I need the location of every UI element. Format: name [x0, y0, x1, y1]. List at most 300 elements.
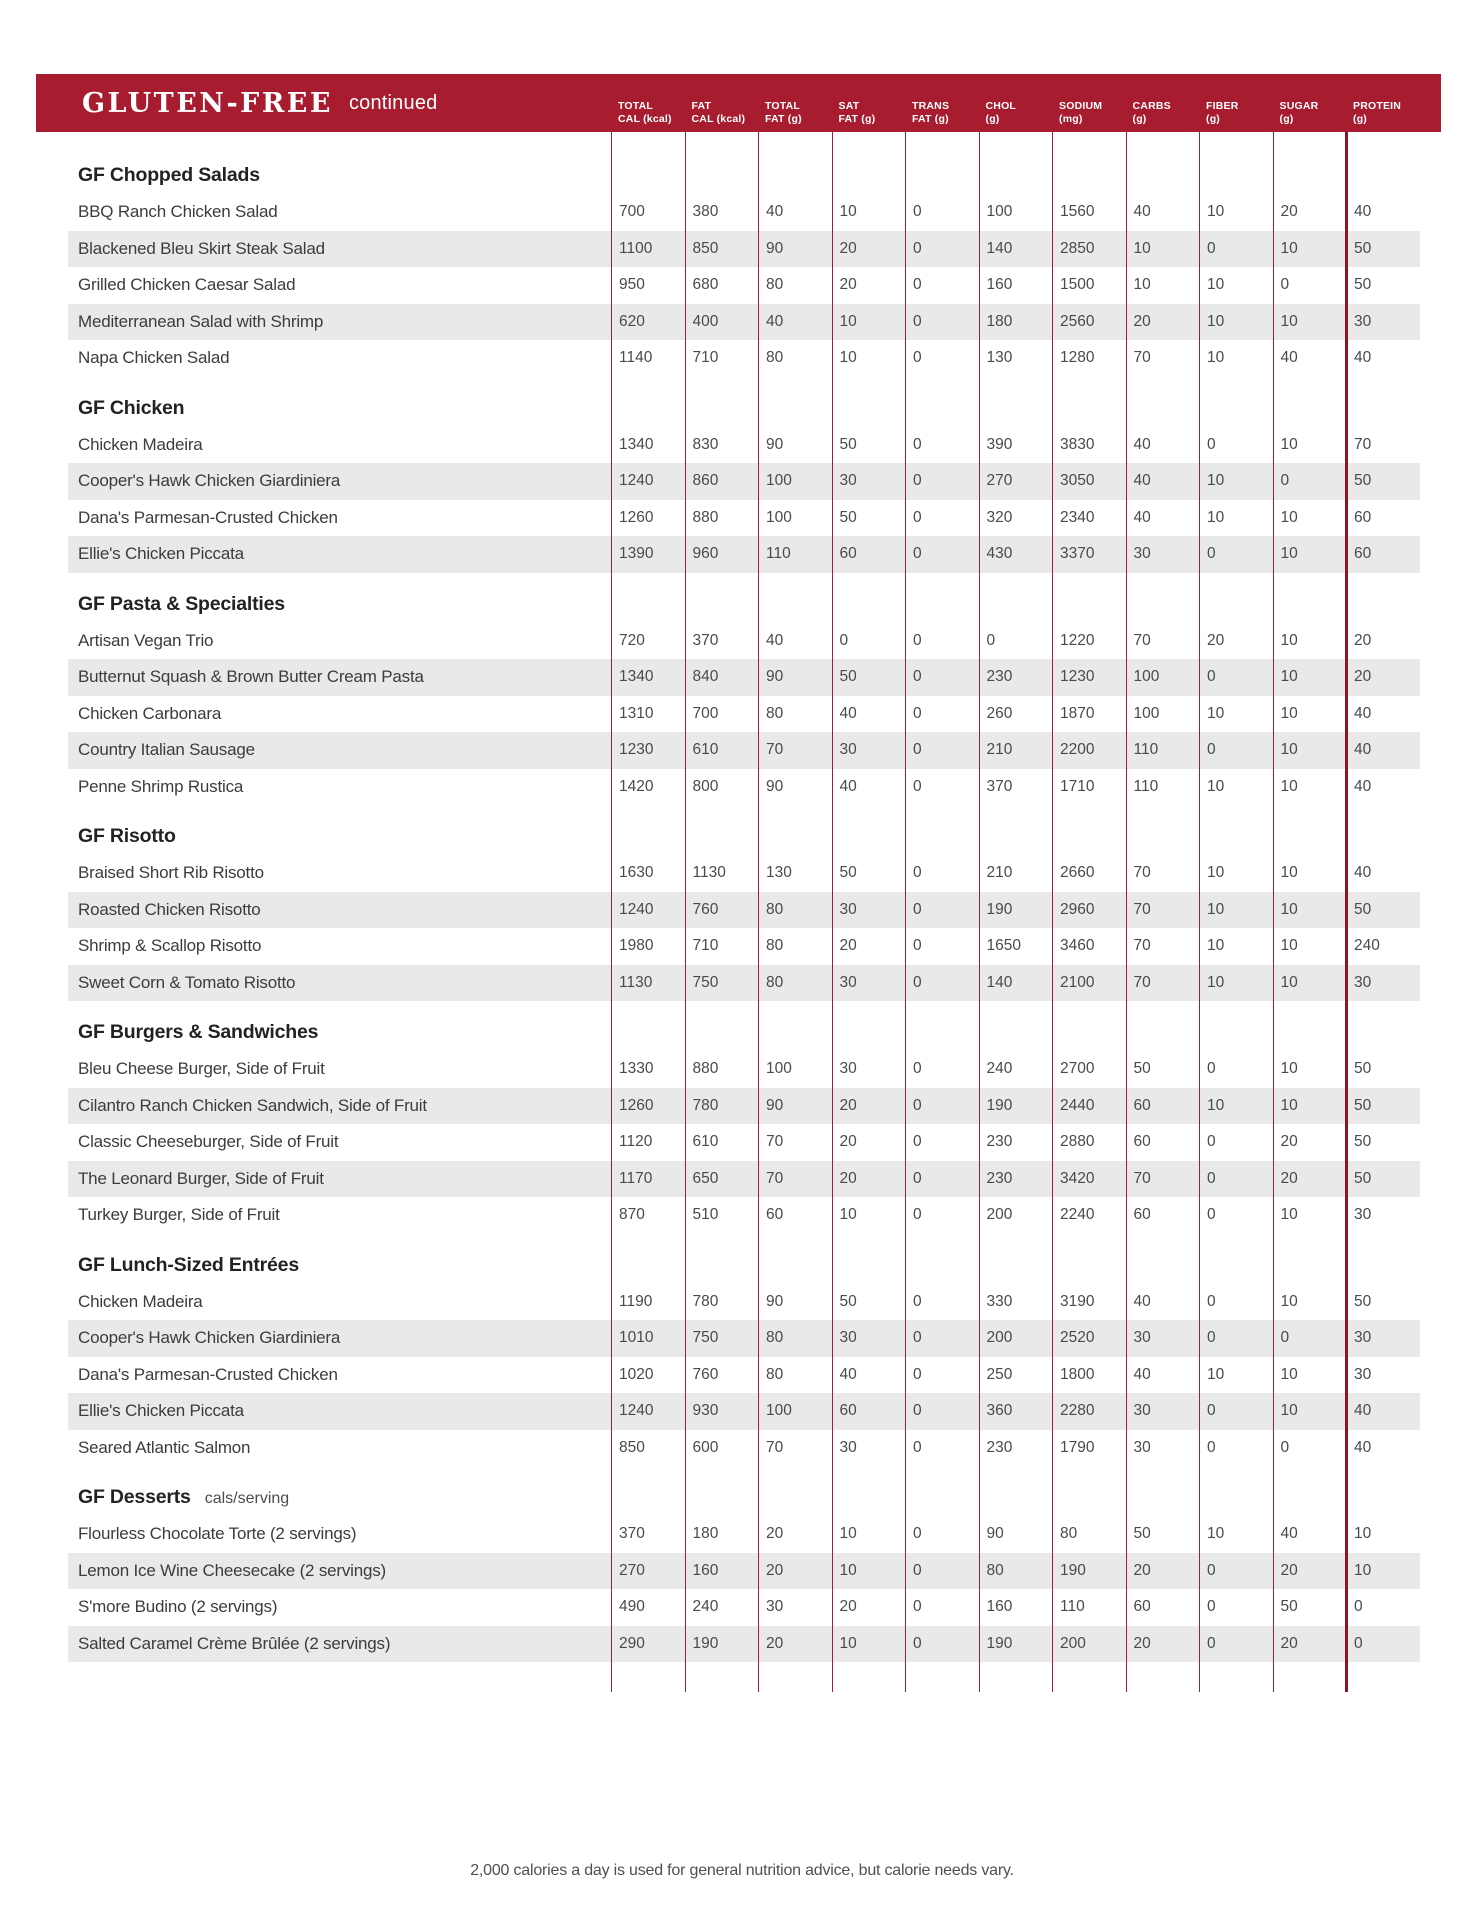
section-header [68, 1234, 1420, 1284]
nutrition-value: 2520 [1060, 1329, 1095, 1347]
nutrition-value: 200 [986, 1329, 1013, 1347]
item-name: Flourless Chocolate Torte (2 servings) [78, 1524, 357, 1544]
nutrition-value: 40 [1354, 1402, 1372, 1420]
nutrition-value: 0 [913, 1292, 922, 1310]
page-subtitle: continued [348, 91, 438, 114]
nutrition-value: 50 [1133, 1060, 1151, 1078]
nutrition-value: 240 [986, 1060, 1013, 1078]
nutrition-value: 80 [766, 973, 784, 991]
nutrition-value: 20 [1280, 1561, 1298, 1579]
item-name: Country Italian Sausage [78, 740, 255, 760]
nutrition-value: 60 [1354, 545, 1372, 563]
nutrition-value: 10 [1207, 973, 1225, 991]
section-header [68, 377, 1420, 427]
item-name: Turkey Burger, Side of Fruit [78, 1205, 280, 1225]
table-row [68, 1430, 1420, 1467]
nutrition-value: 2340 [1060, 508, 1095, 526]
nutrition-value: 20 [1354, 668, 1372, 686]
nutrition-value: 10 [1280, 741, 1298, 759]
column-header [1059, 100, 1102, 125]
nutrition-value: 70 [1354, 435, 1372, 453]
nutrition-value: 30 [1354, 973, 1372, 991]
nutrition-value: 1500 [1060, 276, 1095, 294]
nutrition-value: 880 [692, 1060, 719, 1078]
column-header-line1: TRANS [912, 100, 950, 112]
nutrition-value: 80 [986, 1561, 1004, 1579]
table-row [68, 1357, 1420, 1394]
nutrition-value: 30 [839, 900, 857, 918]
nutrition-value: 50 [839, 508, 857, 526]
nutrition-value: 0 [913, 1561, 922, 1579]
nutrition-value: 0 [1207, 1169, 1216, 1187]
nutrition-value: 200 [986, 1206, 1013, 1224]
nutrition-value: 10 [1280, 777, 1298, 795]
nutrition-value: 50 [1354, 239, 1372, 257]
nutrition-value: 1260 [619, 1096, 654, 1114]
section-note: cals/serving [204, 1490, 290, 1507]
column-header-line2: FAT (g) [912, 112, 949, 125]
nutrition-value: 0 [913, 741, 922, 759]
item-name: Chicken Madeira [78, 1291, 203, 1311]
nutrition-value: 3370 [1060, 545, 1095, 563]
nutrition-value: 10 [1354, 1525, 1372, 1543]
nutrition-value: 0 [913, 508, 922, 526]
nutrition-value: 10 [1280, 900, 1298, 918]
nutrition-value: 40 [1133, 472, 1151, 490]
nutrition-value: 1240 [619, 472, 654, 490]
section-title: GF Burgers & Sandwiches [78, 1021, 319, 1043]
column-header [1353, 100, 1401, 125]
nutrition-value: 70 [1133, 900, 1151, 918]
nutrition-value: 3420 [1060, 1169, 1095, 1187]
nutrition-value: 140 [986, 973, 1013, 991]
nutrition-value: 0 [1207, 1060, 1216, 1078]
nutrition-value: 210 [986, 864, 1013, 882]
nutrition-value: 60 [1133, 1206, 1151, 1224]
nutrition-value: 30 [1133, 1402, 1151, 1420]
nutrition-value: 620 [619, 312, 645, 330]
item-name: Dana's Parmesan-Crusted Chicken [78, 1364, 338, 1384]
column-header [692, 100, 746, 125]
table-row [68, 928, 1420, 965]
nutrition-value: 90 [766, 777, 784, 795]
item-name: Dana's Parmesan-Crusted Chicken [78, 507, 338, 527]
nutrition-value: 700 [692, 704, 719, 722]
item-name: Penne Shrimp Rustica [78, 776, 244, 796]
nutrition-value: 90 [766, 435, 784, 453]
nutrition-value: 60 [766, 1206, 784, 1224]
nutrition-value: 70 [1133, 973, 1151, 991]
nutrition-value: 490 [619, 1598, 645, 1616]
nutrition-value: 10 [1280, 1402, 1298, 1420]
table-row [68, 855, 1420, 892]
section-header [68, 805, 1420, 855]
nutrition-value: 40 [1280, 1525, 1298, 1543]
nutrition-value: 10 [1280, 1096, 1298, 1114]
nutrition-value: 50 [1354, 276, 1372, 294]
nutrition-value: 70 [1133, 631, 1151, 649]
nutrition-value: 360 [986, 1402, 1013, 1420]
table-row [68, 769, 1420, 806]
nutrition-value: 40 [1133, 508, 1151, 526]
nutrition-value: 1230 [1060, 668, 1095, 686]
nutrition-value: 100 [1133, 704, 1160, 722]
nutrition-value: 2960 [1060, 900, 1095, 918]
section-header [68, 132, 1420, 194]
nutrition-value: 30 [839, 1438, 857, 1456]
nutrition-value: 40 [1133, 1365, 1151, 1383]
nutrition-value: 270 [986, 472, 1013, 490]
nutrition-value: 0 [913, 1634, 922, 1652]
nutrition-value: 10 [1207, 203, 1225, 221]
nutrition-value: 0 [1354, 1598, 1363, 1616]
column-header-line1: SUGAR [1279, 100, 1319, 112]
nutrition-value: 100 [766, 508, 792, 526]
nutrition-value: 1340 [619, 668, 654, 686]
section-title: GF Desserts [78, 1486, 191, 1508]
nutrition-value: 50 [839, 864, 857, 882]
nutrition-value: 1130 [619, 973, 653, 991]
nutrition-value: 50 [839, 435, 857, 453]
nutrition-value: 40 [839, 777, 857, 795]
nutrition-value: 180 [692, 1525, 719, 1543]
nutrition-value: 2880 [1060, 1133, 1095, 1151]
nutrition-value: 90 [766, 1292, 784, 1310]
header-bar [36, 74, 1441, 132]
nutrition-value: 860 [692, 472, 719, 490]
nutrition-value: 320 [986, 508, 1013, 526]
column-header [1133, 100, 1171, 125]
nutrition-value: 610 [692, 1133, 719, 1151]
nutrition-value: 10 [839, 203, 857, 221]
column-header [839, 100, 876, 125]
nutrition-value: 10 [1207, 777, 1225, 795]
nutrition-value: 50 [839, 1292, 857, 1310]
nutrition-value: 10 [1280, 1060, 1298, 1078]
table-row [68, 1284, 1420, 1321]
nutrition-value: 0 [913, 631, 922, 649]
item-name: Mediterranean Salad with Shrimp [78, 311, 324, 331]
footer-disclaimer: 2,000 calories a day is used for general nutrition advice, but calorie needs vary. [470, 1862, 1014, 1879]
item-name: Salted Caramel Crème Brûlée (2 servings) [78, 1633, 391, 1653]
nutrition-value: 20 [766, 1561, 784, 1579]
nutrition-value: 90 [766, 239, 784, 257]
column-header [618, 100, 672, 125]
nutrition-value: 290 [619, 1634, 645, 1652]
table-row [68, 1051, 1420, 1088]
column-header-line1: PROTEIN [1353, 100, 1402, 112]
nutrition-value: 40 [839, 1365, 857, 1383]
nutrition-value: 0 [913, 203, 922, 221]
table-row [68, 659, 1420, 696]
nutrition-value: 0 [913, 1169, 922, 1187]
nutrition-value: 600 [692, 1438, 719, 1456]
nutrition-value: 10 [1280, 1365, 1298, 1383]
table-row [68, 623, 1420, 660]
nutrition-value: 10 [1280, 864, 1298, 882]
nutrition-value: 130 [766, 864, 792, 882]
nutrition-value: 10 [1207, 1525, 1225, 1543]
section-title: GF Lunch-Sized Entrées [78, 1253, 299, 1276]
nutrition-value: 0 [913, 1438, 922, 1456]
nutrition-value: 710 [692, 937, 719, 955]
nutrition-value: 2560 [1060, 312, 1095, 330]
title-wrap [82, 74, 437, 132]
nutrition-value: 3830 [1060, 435, 1095, 453]
nutrition-value: 0 [913, 1525, 922, 1543]
nutrition-value: 510 [692, 1206, 719, 1224]
item-name: Shrimp & Scallop Risotto [78, 936, 262, 956]
section-title: GF Chopped Salads [78, 164, 260, 186]
nutrition-value: 0 [1280, 1329, 1290, 1347]
nutrition-value: 2660 [1060, 864, 1095, 882]
section-title: GF Pasta & Specialties [78, 592, 285, 615]
nutrition-value: 0 [913, 1329, 922, 1347]
nutrition-value: 930 [692, 1402, 719, 1420]
nutrition-value: 870 [619, 1206, 645, 1224]
nutrition-value: 830 [692, 435, 719, 453]
nutrition-value: 1560 [1060, 203, 1095, 221]
nutrition-value: 50 [1354, 1292, 1372, 1310]
nutrition-value: 0 [1207, 1292, 1216, 1310]
column-header-line2: (g) [1279, 112, 1294, 125]
nutrition-value: 850 [692, 239, 719, 257]
nutrition-value: 20 [1280, 1133, 1298, 1151]
nutrition-value: 190 [986, 1096, 1013, 1114]
nutrition-value: 3460 [1060, 937, 1095, 955]
nutrition-value: 0 [913, 1402, 922, 1420]
table-row [68, 194, 1420, 231]
nutrition-value: 80 [766, 1329, 784, 1347]
nutrition-value: 60 [1133, 1133, 1151, 1151]
nutrition-value: 30 [1133, 1329, 1151, 1347]
nutrition-value: 40 [1354, 203, 1372, 221]
nutrition-value: 40 [766, 203, 784, 221]
nutrition-value: 40 [1354, 349, 1372, 367]
nutrition-value: 100 [986, 203, 1013, 221]
nutrition-value: 1220 [1060, 631, 1095, 649]
item-name: Cilantro Ranch Chicken Sandwich, Side of Fruit [78, 1095, 427, 1115]
column-header-line2: (g) [1206, 112, 1221, 125]
nutrition-value: 70 [1133, 349, 1151, 367]
column-header-line2: CAL (kcal) [691, 112, 746, 125]
nutrition-value: 40 [1354, 704, 1372, 722]
nutrition-value: 10 [1280, 631, 1298, 649]
nutrition-value: 30 [839, 1060, 857, 1078]
nutrition-value: 10 [839, 1525, 857, 1543]
nutrition-value: 0 [913, 704, 922, 722]
nutrition-value: 780 [692, 1292, 719, 1310]
nutrition-value: 40 [1280, 349, 1298, 367]
nutrition-value: 140 [986, 239, 1013, 257]
table-row [68, 1553, 1420, 1590]
nutrition-value: 710 [692, 349, 719, 367]
nutrition-value: 90 [766, 1096, 784, 1114]
table-row [68, 1320, 1420, 1357]
nutrition-value: 1630 [619, 864, 654, 882]
nutrition-value: 0 [1207, 1133, 1216, 1151]
nutrition-value: 20 [1133, 312, 1151, 330]
nutrition-value: 40 [1354, 777, 1372, 795]
nutrition-value: 0 [913, 668, 922, 686]
nutrition-value: 40 [1354, 741, 1372, 759]
nutrition-value: 2440 [1060, 1096, 1095, 1114]
nutrition-value: 60 [1133, 1598, 1151, 1616]
item-name: Ellie's Chicken Piccata [78, 1401, 244, 1421]
nutrition-value: 2200 [1060, 741, 1095, 759]
nutrition-value: 80 [1060, 1525, 1078, 1543]
nutrition-value: 10 [1133, 276, 1151, 294]
nutrition-value: 850 [619, 1438, 645, 1456]
nutrition-value: 0 [913, 1133, 922, 1151]
column-header-line2: (g) [985, 112, 1000, 125]
nutrition-value: 40 [839, 704, 857, 722]
nutrition-value: 10 [1280, 668, 1298, 686]
nutrition-value: 20 [766, 1525, 784, 1543]
item-name: Chicken Madeira [78, 434, 203, 454]
nutrition-value: 10 [839, 1561, 857, 1579]
nutrition-value: 10 [1207, 508, 1225, 526]
nutrition-value: 180 [986, 312, 1013, 330]
item-name: BBQ Ranch Chicken Salad [78, 202, 278, 222]
nutrition-value: 1020 [619, 1365, 654, 1383]
nutrition-value: 40 [1133, 203, 1151, 221]
nutrition-value: 650 [692, 1169, 719, 1187]
nutrition-value: 30 [839, 472, 857, 490]
nutrition-value: 80 [766, 704, 784, 722]
nutrition-value: 10 [1133, 239, 1151, 257]
nutrition-value: 10 [1280, 545, 1298, 563]
nutrition-value: 30 [839, 973, 857, 991]
nutrition-value: 0 [1207, 1634, 1216, 1652]
nutrition-value: 0 [1280, 276, 1290, 294]
nutrition-value: 80 [766, 937, 784, 955]
nutrition-value: 1710 [1060, 777, 1095, 795]
nutrition-value: 0 [1207, 1402, 1216, 1420]
nutrition-value: 160 [986, 1598, 1013, 1616]
nutrition-value: 1140 [619, 349, 653, 367]
page-title: GLUTEN-FREE [82, 87, 333, 119]
nutrition-value: 400 [692, 312, 719, 330]
nutrition-value: 0 [913, 239, 922, 257]
nutrition-value: 3190 [1060, 1292, 1095, 1310]
nutrition-value: 0 [913, 349, 922, 367]
item-name: Braised Short Rib Risotto [78, 863, 264, 883]
column-header [1206, 100, 1239, 125]
section-title: GF Risotto [78, 825, 176, 847]
nutrition-value: 100 [766, 1402, 792, 1420]
nutrition-value: 1240 [619, 900, 654, 918]
nutrition-value: 380 [692, 203, 719, 221]
nutrition-value: 240 [692, 1598, 719, 1616]
nutrition-value: 1340 [619, 435, 654, 453]
nutrition-value: 0 [1354, 1634, 1363, 1652]
nutrition-value: 230 [986, 1169, 1013, 1187]
nutrition-table [0, 132, 1484, 1662]
nutrition-value: 1240 [619, 1402, 654, 1420]
table-row [68, 1626, 1420, 1663]
nutrition-value: 40 [766, 312, 784, 330]
nutrition-value: 0 [913, 1096, 922, 1114]
nutrition-value: 50 [1280, 1598, 1298, 1616]
nutrition-value: 0 [913, 1206, 922, 1224]
nutrition-value: 160 [692, 1561, 719, 1579]
nutrition-value: 0 [1207, 1598, 1216, 1616]
item-name: Blackened Bleu Skirt Steak Salad [78, 238, 325, 258]
column-header [912, 100, 949, 125]
table-row [68, 1197, 1420, 1234]
nutrition-value: 20 [839, 239, 857, 257]
nutrition-value: 230 [986, 1438, 1013, 1456]
nutrition-value: 30 [1354, 1329, 1372, 1347]
nutrition-value: 20 [1133, 1561, 1151, 1579]
nutrition-value: 80 [766, 1365, 784, 1383]
column-header-line1: FIBER [1206, 100, 1239, 112]
nutrition-value: 1010 [619, 1329, 654, 1347]
nutrition-value: 370 [986, 777, 1013, 795]
nutrition-value: 0 [913, 472, 922, 490]
item-name: Cooper's Hawk Chicken Giardiniera [78, 471, 341, 491]
nutrition-value: 20 [1133, 1634, 1151, 1652]
nutrition-value: 60 [1354, 508, 1372, 526]
nutrition-value: 1980 [619, 937, 654, 955]
nutrition-value: 700 [619, 203, 645, 221]
nutrition-value: 30 [839, 741, 857, 759]
nutrition-value: 190 [692, 1634, 719, 1652]
table-row [68, 1516, 1420, 1553]
nutrition-value: 270 [619, 1561, 645, 1579]
nutrition-value: 10 [1207, 704, 1225, 722]
nutrition-value: 680 [692, 276, 719, 294]
nutrition-value: 50 [1133, 1525, 1151, 1543]
nutrition-value: 110 [766, 545, 791, 563]
nutrition-value: 10 [839, 312, 857, 330]
table-row [68, 304, 1420, 341]
item-name: Butternut Squash & Brown Butter Cream Pasta [78, 667, 424, 687]
nutrition-value: 330 [986, 1292, 1013, 1310]
nutrition-value: 190 [1060, 1561, 1086, 1579]
nutrition-value: 60 [839, 1402, 857, 1420]
nutrition-value: 50 [839, 668, 857, 686]
nutrition-value: 0 [1207, 1206, 1216, 1224]
nutrition-value: 200 [1060, 1634, 1086, 1652]
nutrition-value: 1420 [619, 777, 654, 795]
nutrition-value: 1130 [692, 864, 726, 882]
nutrition-value: 50 [1354, 1133, 1372, 1151]
nutrition-value: 160 [986, 276, 1013, 294]
nutrition-value: 50 [1354, 900, 1372, 918]
nutrition-value: 40 [1354, 1438, 1372, 1456]
nutrition-value: 0 [913, 973, 922, 991]
section-header [68, 1466, 1420, 1516]
nutrition-value: 250 [986, 1365, 1013, 1383]
nutrition-value: 1170 [619, 1169, 653, 1187]
column-header-line1: CHOL [985, 100, 1017, 112]
nutrition-value: 30 [1354, 1206, 1372, 1224]
nutrition-value: 1870 [1060, 704, 1095, 722]
nutrition-value: 750 [692, 973, 719, 991]
nutrition-value: 0 [913, 900, 922, 918]
section-title: GF Chicken [78, 396, 185, 419]
nutrition-value: 3050 [1060, 472, 1095, 490]
nutrition-value: 0 [1207, 239, 1216, 257]
nutrition-value: 0 [913, 1365, 922, 1383]
column-header-line2: FAT (g) [838, 112, 876, 125]
nutrition-value: 10 [1280, 312, 1298, 330]
nutrition-value: 230 [986, 668, 1013, 686]
table-row [68, 427, 1420, 464]
nutrition-value: 20 [839, 1598, 857, 1616]
